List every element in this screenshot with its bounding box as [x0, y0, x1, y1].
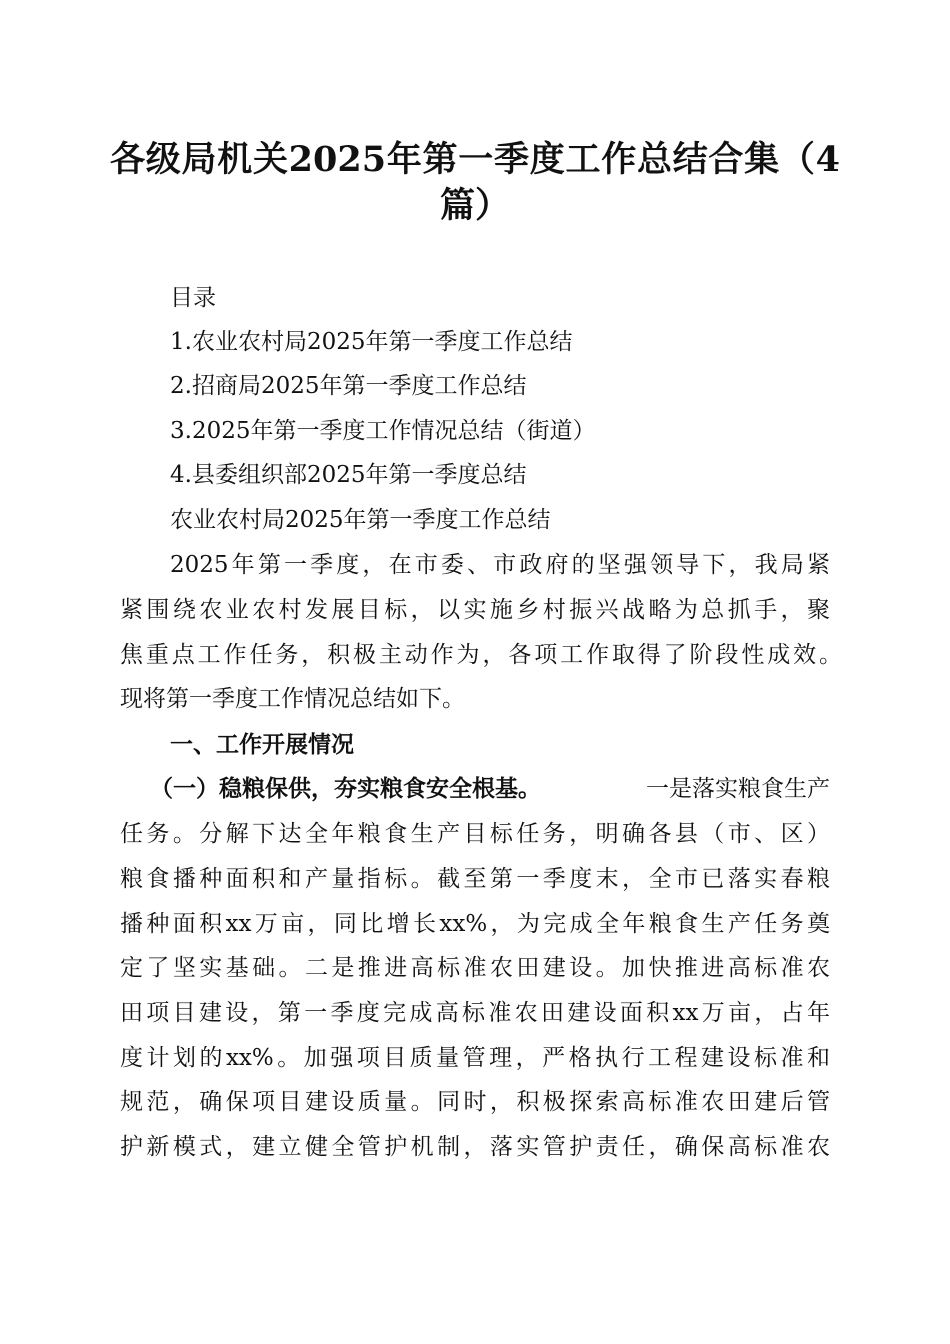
paragraph-line: 定了坚实基础。二是推进高标准农田建设。加快推进高标准农	[120, 955, 830, 981]
paragraph-line: 现将第一季度工作情况总结如下。	[120, 686, 465, 712]
paragraph-line: 任务。分解下达全年粮食生产目标任务，明确各县（市、区）	[120, 821, 830, 847]
paragraph-text: 一是落实粮食生产	[646, 776, 830, 802]
paragraph-line: 粮食播种面积和产量指标。截至第一季度末，全市已落实春粮	[120, 866, 830, 892]
paragraph-line: 田项目建设，第一季度完成高标准农田建设面积xx万亩，占年	[120, 1000, 830, 1026]
paragraph-line: 焦重点工作任务，积极主动作为，各项工作取得了阶段性成效。	[120, 642, 842, 668]
paragraph-line: 护新模式，建立健全管护机制，落实管护责任，确保高标准农	[120, 1134, 830, 1160]
paragraph-line: 播种面积xx万亩，同比增长xx%，为完成全年粮食生产任务奠	[120, 911, 830, 937]
paragraph-line: 度计划的xx%。加强项目质量管理，严格执行工程建设标准和	[120, 1045, 830, 1071]
section-heading: 一、工作开展情况	[170, 731, 354, 758]
paragraph-line: 2025年第一季度，在市委、市政府的坚强领导下，我局紧	[170, 552, 830, 578]
document-title-line1: 各级局机关2025年第一季度工作总结合集（4	[110, 139, 840, 180]
toc-heading: 目录	[170, 285, 216, 311]
paragraph-line	[150, 774, 830, 804]
toc-item[interactable]: 3.2025年第一季度工作情况总结（街道）	[170, 418, 596, 444]
paragraph-line: 规范，确保项目建设质量。同时，积极探索高标准农田建后管	[120, 1089, 830, 1115]
toc-item[interactable]: 2.招商局2025年第一季度工作总结	[170, 373, 527, 399]
paragraph-line: 紧围绕农业农村发展目标，以实施乡村振兴战略为总抓手，聚	[120, 597, 830, 623]
subsection-heading: （一）稳粮保供，夯实粮食安全根基。	[150, 775, 541, 802]
toc-item[interactable]: 1.农业农村局2025年第一季度工作总结	[170, 329, 573, 355]
toc-item[interactable]: 4.县委组织部2025年第一季度总结	[170, 462, 527, 488]
article-title: 农业农村局2025年第一季度工作总结	[170, 507, 551, 533]
document-title-line2: 篇）	[439, 185, 510, 226]
